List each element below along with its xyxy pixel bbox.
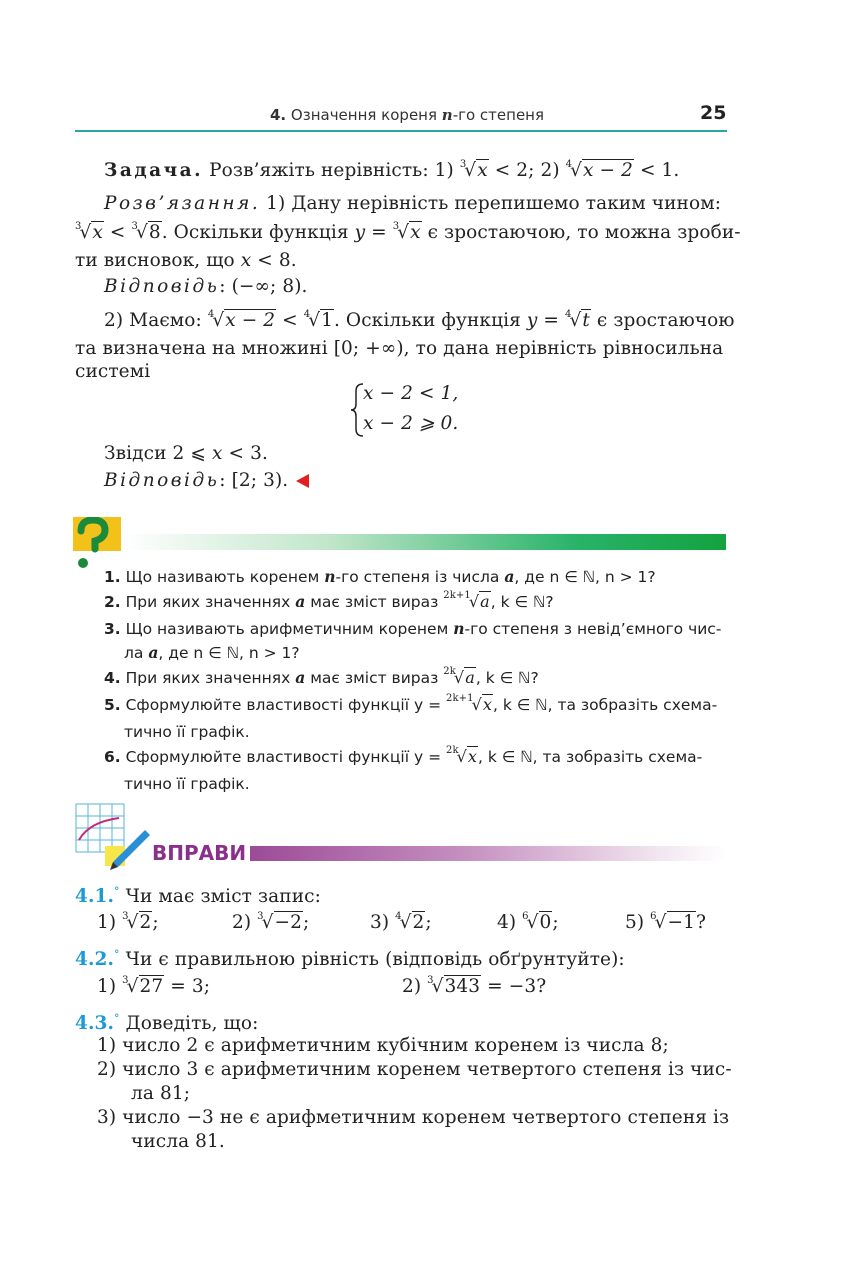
answer-1: Відповідь: (−∞; 8).: [104, 276, 308, 297]
end-marker-icon: [296, 474, 309, 488]
answer-2: Відповідь: [2; 3).: [104, 470, 309, 491]
ex41-item-3: 3) $^4$√2;: [370, 911, 432, 933]
question-4: 4. При яких значеннях a має зміст вираз $^{2k}$√a, k ∈ ℕ?: [104, 666, 539, 687]
question-3: 3. Що називають арифметичним коренем n-го степеня з невід’ємного чис-: [104, 619, 722, 638]
solution-part2-line-1: 2) Маємо: $^4$√x − 2 < $^4$√1. Оскільки функція y = $^4$√t є зростаючою: [104, 309, 735, 331]
exercises-grid-pencil-icon: [75, 800, 155, 875]
solution-line-2: $^3$√x < $^3$√8. Оскільки функція y = $^3$√x є зростаючою, то можна зроби-: [75, 221, 741, 243]
solution-part2-line-2: та визначена на множині [0; +∞), то дана нерівність рівносильна: [75, 338, 724, 359]
exercises-bar: [250, 846, 726, 861]
page-number: 25: [700, 102, 727, 124]
question-3-cont: ла a, де n ∈ ℕ, n > 1?: [124, 643, 300, 662]
running-header: 4. Означення кореня n-го степеня: [270, 106, 545, 124]
ex43-item-2-cont: ла 81;: [131, 1083, 191, 1104]
hence-line: Звідси 2 ⩽ x < 3.: [104, 443, 268, 464]
question-5: 5. Сформулюйте властивості функції y = $^{2k+1}$√x, k ∈ ℕ, та зобразіть схема-: [104, 693, 718, 714]
question-mark-icon: [73, 517, 121, 569]
solution-line-3: ти висновок, що x < 8.: [75, 250, 297, 271]
ex42-item-2: 2) $^3$√343 = −3?: [402, 975, 547, 997]
solution-part2-line-3: системі: [75, 361, 151, 382]
exercise-4-2: 4.2.° Чи є правильною рівність (відповідь обґрунтуйте):: [75, 948, 625, 971]
system-line-2: x − 2 ⩾ 0.: [363, 413, 459, 434]
ex43-item-1: 1) число 2 є арифметичним кубічним коренем із числа 8;: [97, 1035, 669, 1056]
ex41-item-1: 1) $^3$√2;: [97, 911, 159, 933]
question-1: 1. Що називають коренем n-го степеня із числа a, де n ∈ ℕ, n > 1?: [104, 567, 656, 586]
ex42-item-1: 1) $^3$√27 = 3;: [97, 975, 211, 997]
ex43-item-2: 2) число 3 є арифметичним коренем четвертого степеня із чис-: [97, 1059, 732, 1080]
task-statement: Задача. Розв’яжіть нерівність: 1) $^3$√x < 2; 2) $^4$√x − 2 < 1.: [104, 159, 680, 181]
question-6: 6. Сформулюйте властивості функції y = $^{2k}$√x, k ∈ ℕ, та зобразіть схема-: [104, 745, 703, 766]
ex43-item-3: 3) число −3 не є арифметичним коренем четвертого степеня із: [97, 1107, 730, 1128]
header-divider: [75, 130, 727, 132]
exercise-4-3: 4.3.° Доведіть, що:: [75, 1012, 259, 1035]
exercise-4-1: 4.1.° Чи має зміст запис:: [75, 885, 321, 908]
question-5-cont: тично її графік.: [124, 723, 250, 741]
question-2: 2. При яких значеннях a має зміст вираз $^{2k+1}$√a, k ∈ ℕ?: [104, 590, 554, 611]
ex41-item-5: 5) $^6$√−1?: [625, 911, 707, 933]
ex41-item-2: 2) $^3$√−2;: [232, 911, 310, 933]
system-line-1: x − 2 < 1,: [363, 383, 459, 404]
solution-line-1: Розв’язання. 1) Дану нерівність перепишемо таким чином:: [104, 193, 722, 214]
exercises-title: ВПРАВИ: [152, 841, 247, 865]
question-6-cont: тично її графік.: [124, 775, 250, 793]
ex41-item-4: 4) $^6$√0;: [497, 911, 559, 933]
ex43-item-3-cont: числа 81.: [131, 1131, 225, 1152]
questions-bar: [122, 534, 726, 550]
